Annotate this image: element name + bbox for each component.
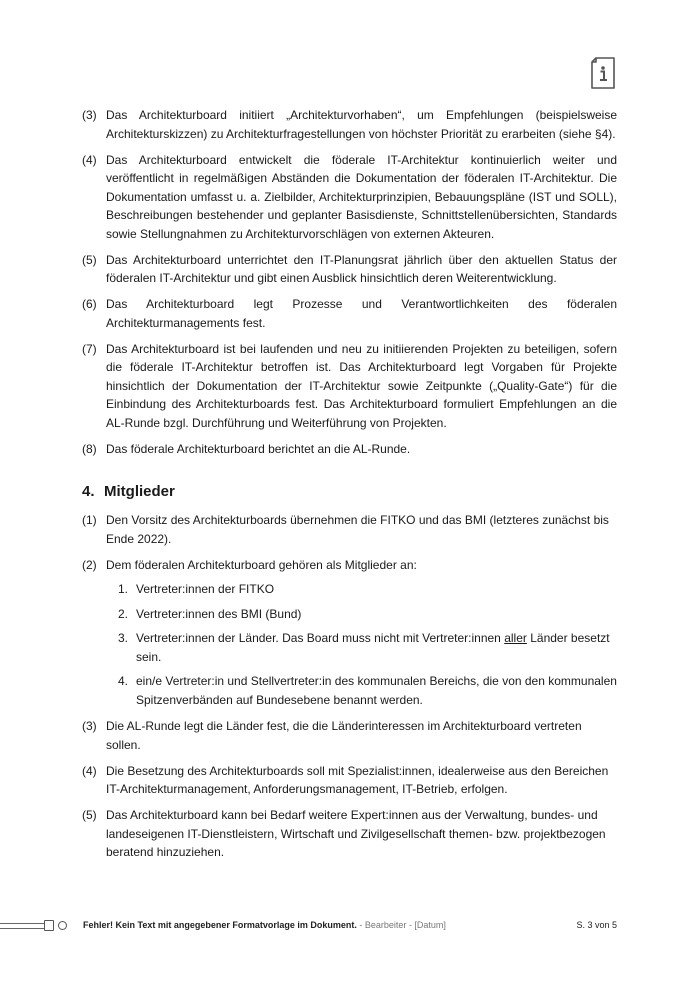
paragraph-8: (8) Das föderale Architekturboard berichtet an die AL-Runde. bbox=[82, 441, 411, 456]
underlined-word: aller bbox=[504, 631, 527, 645]
members-paragraph-3: (3) Die AL-Runde legt die Länder fest, die die Länderinteressen im Architekturboard vertreten sollen. bbox=[82, 719, 582, 752]
info-document-icon bbox=[590, 57, 616, 89]
paragraph-4: (4) Das Architekturboard entwickelt die föderale IT-Architektur kontinuierlich weiter und veröffentlicht in regelmäßigen Abständen die Dokumentation der föderalen IT-Architektur. Die Dokumentation umfasst u. a. Zielbilder, Architekturprinzipien, Bebauungspläne (IST und SOLL), Beschreibungen bestehender und geplanter Basisdienste, Schnittstellenübersichten, Standards sowie Stellungnahmen zu Architekturvorschlägen von externen Akteuren. bbox=[82, 152, 617, 241]
member-list-item: 2. Vertreter:innen des BMI (Bund) bbox=[118, 606, 302, 621]
page-footer bbox=[0, 918, 700, 934]
footer-decoration-line bbox=[0, 923, 44, 929]
paragraph-7: (7) Das Architekturboard ist bei laufenden und neu zu initiierenden Projekten zu beteiligen, sofern die föderale IT-Architektur betroffen ist. Das Architekturboard legt Vorgaben für Projekte hinsichtlich der Dokumentation der IT-Architektur sowie Zeitpunkte („Quality-Gate“) für die Einbindung des Architekturboards fest. Das Architekturboard formuliert Empfehlungen an die AL-Runde bzgl. Durchführung und Weiterführung von Projekten. bbox=[82, 341, 617, 430]
members-paragraph-5: (5) Das Architekturboard kann bei Bedarf weitere Expert:innen aus der Verwaltung, bundes- und landeseigenen IT-Dienstleistern, Wirtschaft und Zivilgesellschaft themen- bzw. projektbezogen beratend hinzuziehen. bbox=[82, 808, 606, 859]
section-heading: 4. Mitglieder bbox=[82, 483, 175, 500]
member-list-item: 1. Vertreter:innen der FITKO bbox=[118, 582, 275, 596]
paragraph-5: (5) Das Architekturboard unterrichtet den IT-Planungsrat jährlich über den aktuellen Status der föderalen IT-Architektur und gibt einen Ausblick hinsichtlich deren Weiterentwicklung. bbox=[82, 252, 617, 285]
member-list-item: 3. Vertreter:innen der Länder. Das Board muss nicht mit Vertreter:innen aller Länder besetzt sein. bbox=[118, 629, 617, 666]
page-number: S. 3 von 5 bbox=[576, 920, 617, 930]
footer-decoration-box bbox=[44, 920, 54, 931]
footer-text: Fehler! Kein Text mit angegebener Formatvorlage im Dokument. - Bearbeiter - [Datum] bbox=[83, 920, 446, 930]
paragraph-3: (3) Das Architekturboard initiiert „Architekturvorhaben“, um Empfehlungen (beispielsweise Architekturskizzen) zu Architekturfragestellungen von höchster Priorität zu erarbeiten (siehe §4). bbox=[82, 108, 617, 141]
member-list-item: 4. ein/e Vertreter:in und Stellvertreter:in des kommunalen Bereichs, die von den kommunalen Spitzenverbänden auf Bundesebene benannt werden. bbox=[118, 674, 617, 707]
members-paragraph-2: (2) Dem föderalen Architekturboard gehören als Mitglieder an: bbox=[82, 557, 417, 572]
members-paragraph-4: (4) Die Besetzung des Architekturboards soll mit Spezialist:innen, idealerweise aus den Bereichen IT-Architekturmanagement, Anforderungsmanagement, IT-Betrieb, erfolgen. bbox=[82, 763, 609, 796]
member-list-text: Vertreter:innen der Länder. Das Board muss nicht mit Vertreter:innen aller Länder besetzt sein. bbox=[136, 631, 610, 664]
members-paragraph-1: (1) Den Vorsitz des Architekturboards übernehmen die FITKO und das BMI (letzteres zunächst bis Ende 2022). bbox=[82, 513, 609, 546]
footer-decoration-circle bbox=[58, 921, 67, 930]
document-body bbox=[82, 106, 617, 869]
paragraph-6: (6) Das Architekturboard legt Prozesse und Verantwortlichkeiten des föderalen Architekturmanagements fest. bbox=[82, 297, 617, 330]
